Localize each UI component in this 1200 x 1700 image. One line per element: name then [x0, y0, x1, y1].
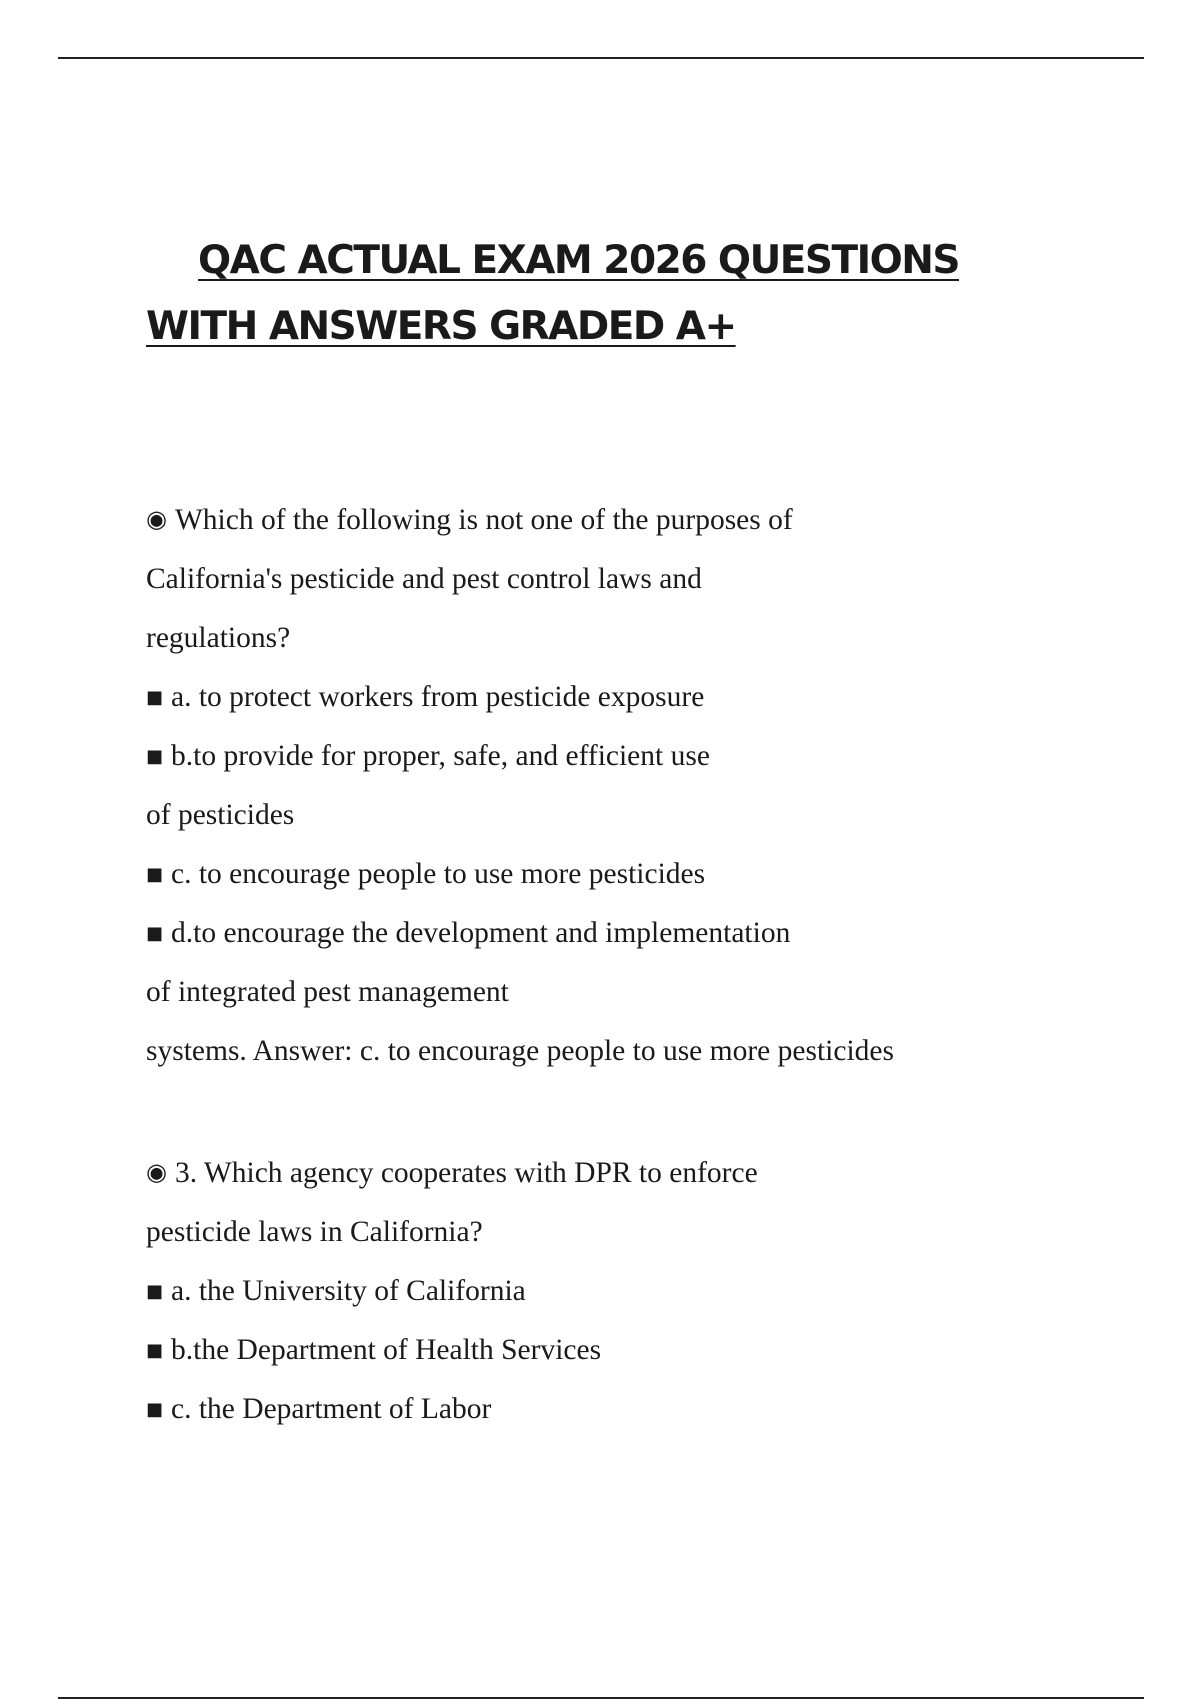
square-bullet-icon: ■ — [146, 923, 164, 944]
question-1-option-c: ■ c. to encourage people to use more pesticides — [146, 845, 1146, 904]
header-rule — [58, 57, 1144, 59]
question-1-option-b: ■ b.to provide for proper, safe, and efficient use — [146, 727, 1146, 786]
footer-rule — [58, 1697, 1144, 1699]
title-line-2: WITH ANSWERS GRADED A+ — [146, 304, 736, 349]
question-2-stem-line-1: ◉ 3. Which agency cooperates with DPR to enforce — [146, 1143, 1146, 1203]
question-2 — [146, 1143, 1146, 1439]
square-bullet-icon: ■ — [146, 687, 164, 708]
square-bullet-icon: ■ — [146, 864, 164, 885]
question-1-option-d: ■ d.to encourage the development and implementation — [146, 904, 1146, 963]
question-1-stem-line-2: California's pesticide and pest control laws and — [146, 563, 702, 595]
question-1-option-b-cont: of pesticides — [146, 799, 295, 831]
radio-bullet-icon: ◉ — [146, 505, 167, 533]
question-1-stem-line-1: ◉ Which of the following is not one of the purposes of — [146, 490, 1146, 550]
question-1-stem-line-3: regulations? — [146, 622, 291, 654]
question-1-option-d-cont-1: of integrated pest management — [146, 976, 509, 1008]
question-2-option-c: ■ c. the Department of Labor — [146, 1380, 1146, 1439]
square-bullet-icon: ■ — [146, 1281, 164, 1302]
square-bullet-icon: ■ — [146, 746, 164, 767]
question-2-stem-line-2: pesticide laws in California? — [146, 1216, 483, 1248]
radio-bullet-icon: ◉ — [146, 1158, 167, 1186]
question-2-option-a: ■ a. the University of California — [146, 1262, 1146, 1321]
square-bullet-icon: ■ — [146, 1399, 164, 1420]
question-1-option-a: ■ a. to protect workers from pesticide exposure — [146, 668, 1146, 727]
document-title — [146, 228, 959, 360]
question-2-option-b: ■ b.the Department of Health Services — [146, 1321, 1146, 1380]
square-bullet-icon: ■ — [146, 1340, 164, 1361]
title-line-1: QAC ACTUAL EXAM 2026 QUESTIONS — [198, 238, 959, 283]
question-1 — [146, 490, 1146, 1081]
question-1-answer-line: systems. Answer: c. to encourage people to use more pesticides — [146, 1035, 894, 1067]
